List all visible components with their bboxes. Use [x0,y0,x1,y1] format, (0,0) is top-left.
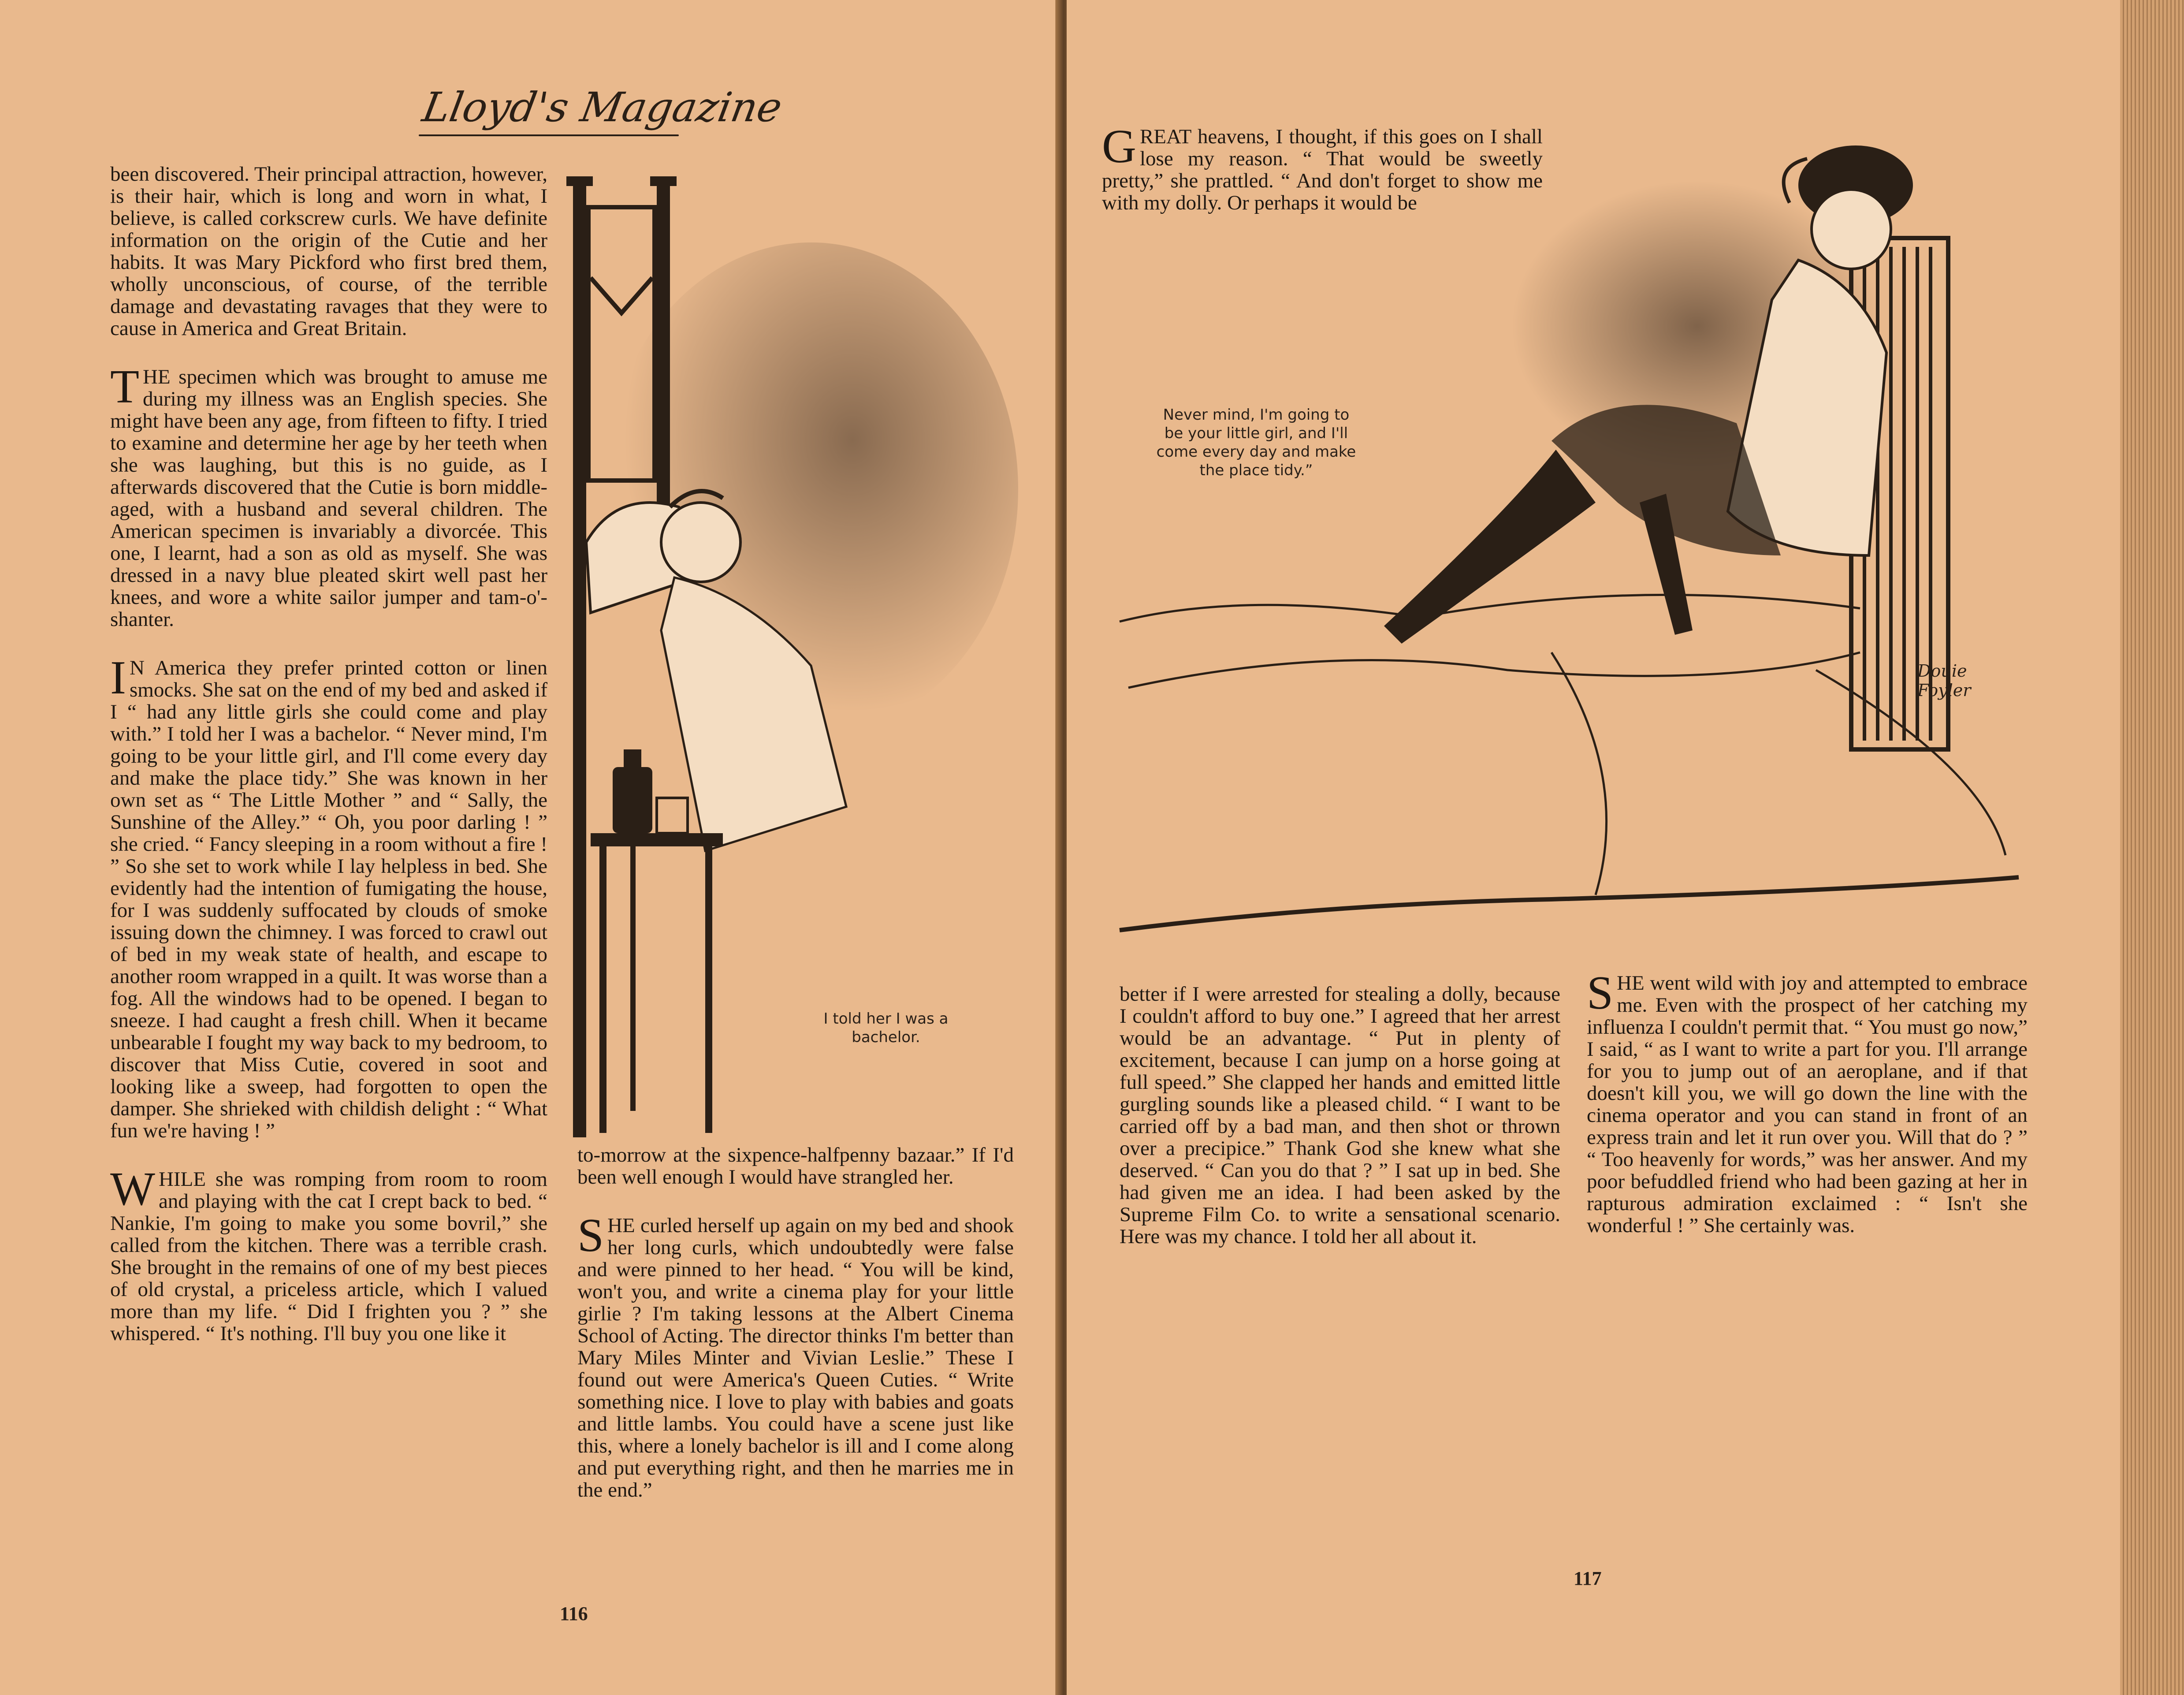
illustration-man-in-bed [564,145,1023,1146]
drop-cap: S [1587,967,1614,1019]
paragraph: been discovered. Their principal attraction, however, is their hair, which is long and worn in what, I believe, is called corkscrew curls. We have definite information on the origin of the Cutie and her habits. It was Mary Pickford who first bred them, wholly unconscious, of course, of the terrible damage and devastating ravages that they were to cause in America and Great Britain. [110,163,547,340]
drop-cap: W [110,1163,155,1215]
right-column-1 [1120,983,1560,1274]
left-column-2 [577,1144,1014,1527]
page-edges [2120,0,2184,1695]
illustration-woman-on-bed [1111,115,2036,952]
drop-cap: S [577,1209,604,1262]
glass [657,798,688,833]
magazine-title: Lloyd's Magazine [419,84,786,131]
paragraph: to-morrow at the sixpence-halfpenny bazaar.” If I'd been well enough I would have strangled her. [577,1144,1014,1188]
illustration-caption: I told her I was a bachelor. [823,1010,949,1046]
left-column-1 [110,163,547,1371]
right-column-2 [1587,967,2028,1263]
bedpost [573,181,586,1137]
paragraph: THE specimen which was brought to amuse me during my illness was an English species. She might have been any age, from fifteen to fifty. I tried to examine and determine her age by her teeth when she was laughing, but this is no guide, as I afterwards discovered that the Cutie is born middle-aged, with a husband and several children. The American specimen is invariably a divorcée. This one, I learnt, had a son as old as myself. She was dressed in a navy blue pleated skirt well past her knees, and wore a white sailor jumper and tam-o'-shanter. [110,361,547,631]
paragraph: SHE went wild with joy and attempted to embrace me. Even with the prospect of her catching my influenza I couldn't permit that. “ You must go now,” I said, “ as I want to write a part for you. I'll arrange for you to jump out of an aeroplane, and if that doesn't kill you, we will go down the line with the cinema operator and you can stand in front of an express train and let it run over you. Will that do ? ” “ Too heavenly for words,” was her answer. And my poor befuddled friend who had been gazing at her in rapturous admiration exclaimed : “ Isn't she wonderful ! ” She certainly was. [1587,967,2028,1237]
bed-base-line [1120,877,2019,930]
paragraph: GREAT heavens, I thought, if this goes on I shall lose my reason. “ That would be sweetly pretty,” she prattled. “ And don't forget to show me with my dolly. Or perhaps it would be [1102,120,1543,214]
illustration-caption: Never mind, I'm going to be your little girl, and I'll come every day and make the place tidy.” [1156,406,1356,479]
drop-cap: I [110,652,126,704]
man-head [661,503,740,582]
masthead-underline [419,134,679,136]
drop-cap: T [110,361,139,413]
page-number: 117 [1574,1568,1602,1589]
bedside-table [591,833,723,846]
paragraph: SHE curled herself up again on my bed and shook her long curls, which undoubtedly were false and were pinned to her head. “ You will be kind, won't you, and write a cinema play for your little girlie ? I'm taking lessons at the Albert Cinema School of Acting. The director thinks I'm better than Mary Miles Minter and Vivian Leslie.” These I found out were America's Queen Cuties. “ Write something nice. I love to play with babies and goats and little lambs. You could have a scene just like this, where a lonely bachelor is ill and I come along and put everything right, and then he marries me in the end.” [577,1209,1014,1501]
page-number: 116 [560,1603,588,1624]
bedsheet-line [1120,595,1860,622]
paragraph: WHILE she was romping from room to room and playing with the cat I crept back to bed. “ Nankie, I'm going to make you some bovril,” she called from the kitchen. There was a terrible crash. She brought in the remains of one of my best pieces of old crystal, a priceless article, which I valued more than my life. “ Did I frighten you ? ” she whispered. “ It's nothing. I'll buy you one like it [110,1163,547,1345]
paragraph: better if I were arrested for stealing a dolly, because I couldn't afford to buy one.” I agreed that her arrest would be an advantage. “ Put in plenty of excitement, because I can jump on a horse going at full speed.” She clapped her hands and emitted little gurgling sounds like a pleased child. “ I want to be carried off by a bad man, and then shot or thrown over a precipice.” Thank God she knew what she deserved. “ Can you do that ? ” I sat up in bed. She had given me an idea. I had been asked by the Supreme Film Co. to write a sensational scenario. Here was my chance. I told her all about it. [1120,983,1560,1248]
stocking-leg [1384,450,1596,644]
artist-signature: Douie Foyler [1917,661,1971,700]
paragraph: I N America they prefer printed cotton or linen smocks. She sat on the end of my bed and asked if I “ had any little girls she could come and play with.” I told her I was a bachelor. “ Never mind, I'm going to be your little girl, and I'll come every day and make the place tidy.” She was known in her own set as “ The Little Mother ” and “ Sally, the Sunshine of the Alley.” “ Oh, you poor darling ! ” she cried. “ Fancy sleeping in a room without a fire ! ” So she set to work while I lay helpless in bed. She evidently had the intention of fumigating the house, for I was suddenly suffocated by clouds of smoke issuing down the chimney. I was forced to crawl out of bed in my weak state of health, and escape to another room wrapped in a quilt. It was worse than a fog. All the windows had to be opened. I began to sneeze. I had caught a fresh chill. When it became unbearable I fought my way back to my bedroom, to discover that Miss Cutie, covered in soot and looking like a sweep, had forgotten to open the damper. She shrieked with childish delight : “ What fun we're having ! ” [110,652,547,1142]
woman-head [1812,190,1891,269]
left-page [0,0,1058,1695]
drop-cap: G [1102,120,1136,173]
bottle [613,767,652,833]
